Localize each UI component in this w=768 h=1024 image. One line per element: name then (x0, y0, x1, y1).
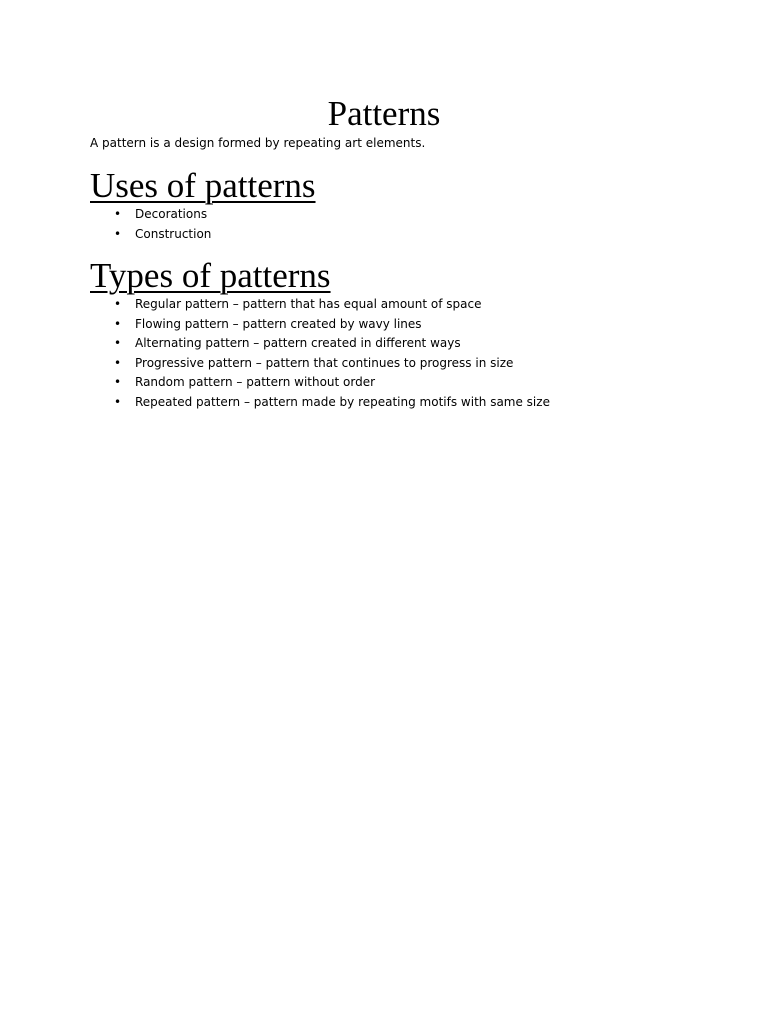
bullet-icon: • (114, 207, 122, 221)
list-item-text: Construction (135, 226, 212, 241)
bullet-icon: • (114, 297, 122, 311)
list-item-text: Repeated pattern – pattern made by repeating motifs with same size (135, 394, 550, 409)
bullet-icon: • (114, 336, 122, 350)
bullet-icon: • (114, 226, 122, 241)
bullet-icon: • (114, 375, 122, 389)
intro-paragraph: A pattern is a design formed by repeating art elements. (90, 136, 426, 150)
types-heading: Types of patterns (90, 256, 331, 295)
bullet-icon: • (114, 394, 122, 409)
page-title: Patterns (327, 94, 441, 133)
list-item-text: Regular pattern – pattern that has equal amount of space (135, 297, 482, 311)
uses-heading: Uses of patterns (90, 166, 316, 205)
list-item-text: Flowing pattern – pattern created by wavy lines (135, 316, 422, 331)
bullet-icon: • (114, 316, 122, 331)
list-item-text: Progressive pattern – pattern that continues to progress in size (135, 355, 514, 370)
list-item-text: Decorations (135, 207, 208, 221)
list-item-text: Random pattern – pattern without order (135, 375, 376, 389)
list-item-text: Alternating pattern – pattern created in different ways (135, 336, 461, 350)
bullet-icon: • (114, 355, 122, 370)
